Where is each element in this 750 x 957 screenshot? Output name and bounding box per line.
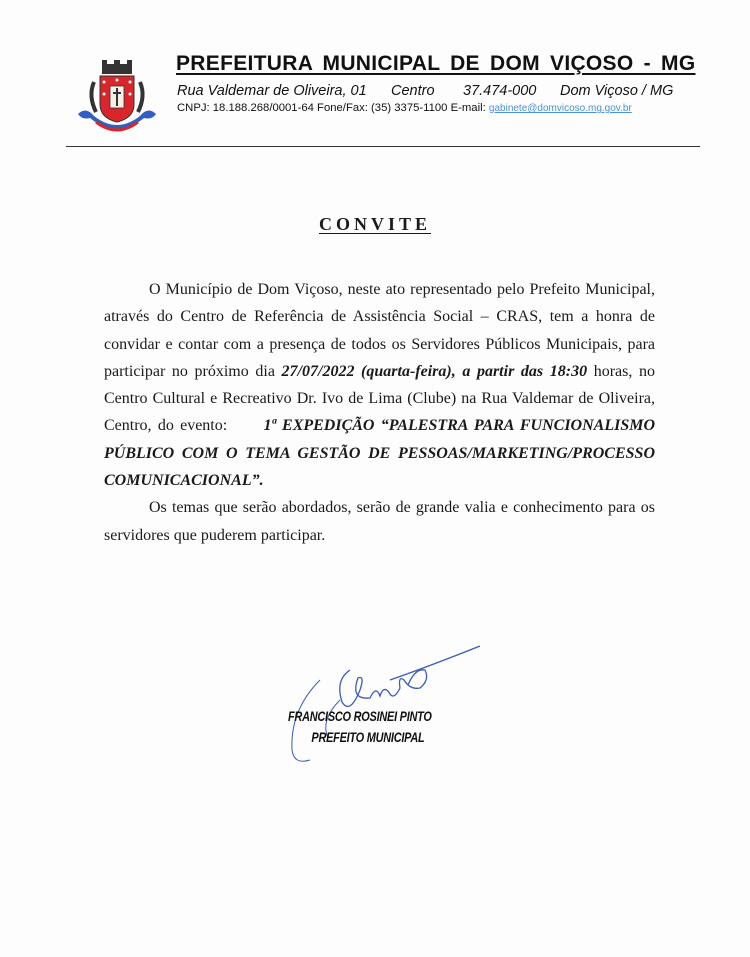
address-street: Rua Valdemar de Oliveira, 01 <box>177 83 367 99</box>
paragraph-text: O Município de Dom Viçoso, neste ato representado pelo Prefeito Municipal, através do Centro de Referência de Assistência Social – CRAS, tem a honra de convidar e contar com a presença de todos os Servidores Públicos Municipais, para participar no próximo dia <box>104 281 655 380</box>
header-divider <box>66 146 700 147</box>
paragraph-closing: Os temas que serão abordados, serão de grande valia e conhecimento para os servidores que puderem participar. <box>104 499 655 544</box>
event-date: 27/07/2022 (quarta-feira), a partir das 18:30 <box>281 362 588 380</box>
event-ordinal: 1ª <box>263 417 276 435</box>
address-cep: 37.474-000 <box>463 83 537 99</box>
contact-info: CNPJ: 18.188.268/0001-64 Fone/Fax: (35) 3375-1100 E-mail: <box>177 102 486 114</box>
document-body <box>104 276 655 549</box>
header-contact <box>177 102 632 114</box>
header-address <box>177 83 673 99</box>
header-title: PREFEITURA MUNICIPAL DE DOM VIÇOSO - MG <box>176 52 696 75</box>
coat-of-arms-icon <box>72 60 162 140</box>
signature-scribble-icon <box>280 640 490 770</box>
signatory-name: FRANCISCO ROSINEI PINTO <box>288 708 432 724</box>
signatory-role: PREFEITO MUNICIPAL <box>311 729 425 745</box>
event-title: EXPEDIÇÃO “PALESTRA PARA FUNCIONALISMO PÚBLICO COM O TEMA GESTÃO DE PESSOAS/MARKETING/PROCESSO COMUNICACIONAL”. <box>104 417 656 490</box>
document-heading <box>0 214 750 235</box>
address-district: Centro <box>391 83 435 99</box>
heading-text: CONVITE <box>318 214 431 234</box>
email-link[interactable]: gabinete@domvicoso.mg.gov.br <box>488 103 632 114</box>
paragraph-invitation <box>104 276 655 494</box>
paragraph-text-location: horas, no Centro Cultural e Recreativo Dr. Ivo de Lima (Clube) na Rua Valdemar de Oliveira, Centro, do evento: <box>104 362 656 435</box>
address-city: Dom Viçoso / MG <box>560 83 674 99</box>
signature-block <box>288 706 432 748</box>
